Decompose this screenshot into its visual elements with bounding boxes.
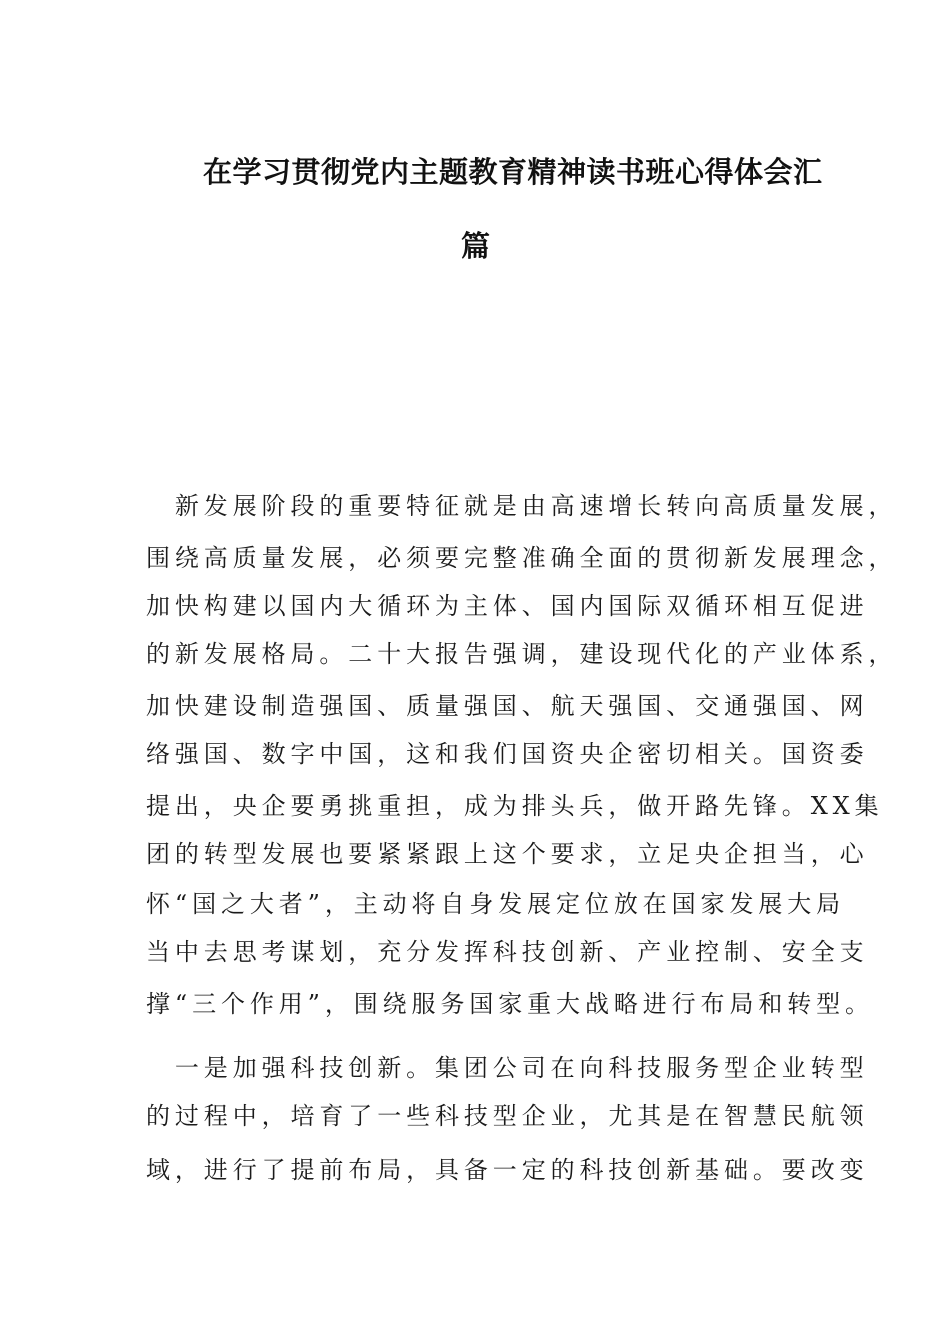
paragraph-line: 怀“国之大者”，主动将自身发展定位放在国家发展大局 [146,890,846,918]
paragraph-line: 当中去思考谋划，充分发挥科技创新、产业控制、安全支 [146,938,869,966]
paragraph-line: 一是加强科技创新。集团公司在向科技服务型企业转型 [146,1054,869,1082]
paragraph-line: 提出，央企要勇挑重担，成为排头兵，做开路先锋。XX集 [146,792,884,820]
document-title-line-2: 篇 [461,229,491,263]
paragraph-line: 的过程中，培育了一些科技型企业，尤其是在智慧民航领 [146,1102,869,1130]
paragraph-line: 域，进行了提前布局，具备一定的科技创新基础。要改变 [146,1156,869,1184]
paragraph-line: 的新发展格局。二十大报告强调，建设现代化的产业体系， [146,640,898,668]
paragraph-line: 围绕高质量发展，必须要完整准确全面的贯彻新发展理念， [146,544,898,572]
paragraph-line: 团的转型发展也要紧紧跟上这个要求，立足央企担当，心 [146,840,869,868]
paragraph-line: 络强国、数字中国，这和我们国资央企密切相关。国资委 [146,740,869,768]
paragraph-line: 加快建设制造强国、质量强国、航天强国、交通强国、网 [146,692,869,720]
paragraph-line: 撑“三个作用”，围绕服务国家重大战略进行布局和转型。 [146,990,874,1018]
document-title-line-1: 在学习贯彻党内主题教育精神读书班心得体会汇 [203,155,823,189]
paragraph-line: 新发展阶段的重要特征就是由高速增长转向高质量发展， [146,492,898,520]
paragraph-line: 加快构建以国内大循环为主体、国内国际双循环相互促进 [146,592,869,620]
